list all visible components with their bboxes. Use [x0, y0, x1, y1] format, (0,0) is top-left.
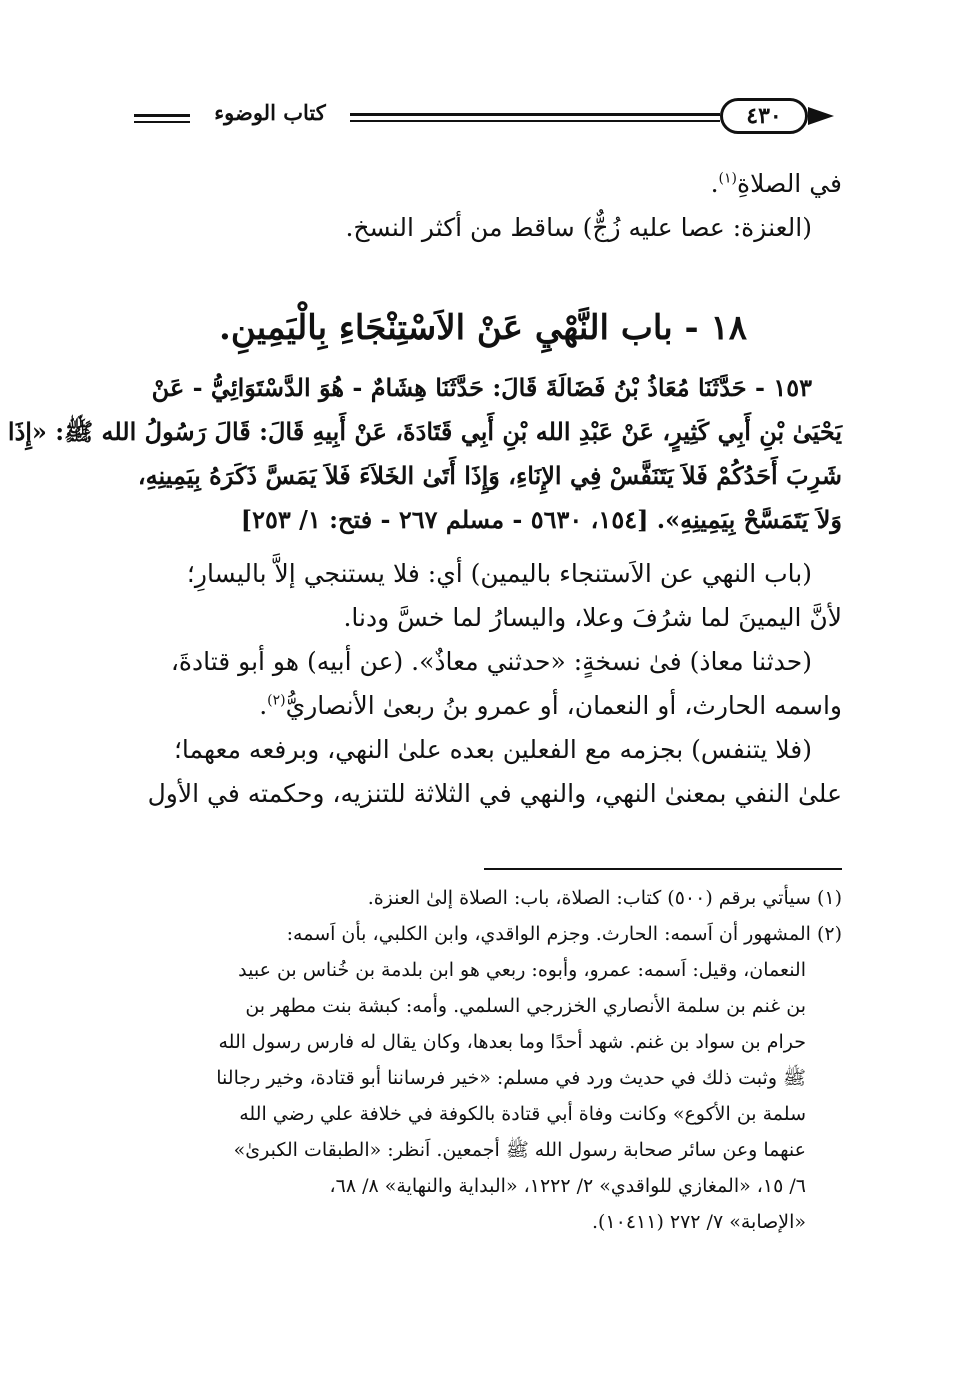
page-number: ٤٣٠ — [720, 98, 808, 134]
footnote-2-line: سلمة بن الأكوع» وكانت وفاة أبي قتادة بالكوفة في خلافة علي رضي الله — [239, 1103, 806, 1125]
footnote-ref-2[interactable]: (٢) — [267, 692, 286, 709]
commentary-line: (حدثنا معاذ) فىٰ نسخةٍ: «حدثني معاذٌ». (عن أبيه) هو أبو قتادةَ، — [170, 647, 812, 676]
intro-text — [124, 162, 842, 250]
footnote-2-line: «الإصابة» ٧/ ٢٧٢ (١٠٤١١). — [591, 1211, 806, 1233]
footnote-ref-1[interactable]: (١) — [718, 170, 737, 187]
footnote-2-line: النعمان، وقيل: اَسمه: عمرو، وأبوه: ربعي هو ابن بلدمة بن خُناس بن عبيد — [238, 959, 806, 981]
running-header — [128, 92, 840, 142]
commentary-line: (باب النهي عن الاَستنجاء باليمين) أي: فلا يستنجي إلاَّ باليسارِ؛ — [186, 559, 812, 588]
intro-line-2: (العنزة: عصا عليه زُجٌّ) ساقط من أكثر النسخ. — [345, 213, 812, 242]
header-rule-left — [134, 114, 190, 117]
header-rule-middle — [350, 113, 720, 116]
footnote-2-line: عنهما وعن سائر صحابة رسول الله ﷺ أجمعين. اَنظر: «الطبقات الكبرىٰ» — [233, 1139, 806, 1161]
footnote-2-line: بن غنم بن سلمة الأنصاري الخزرجي السلمي. وأمه: كبشة بنت مطهر بن — [245, 995, 806, 1017]
commentary — [124, 552, 842, 816]
commentary-line: لأنَّ اليمينَ لما شرُفَ وعلا، واليسارُ لما خسَّ ودنا. — [343, 603, 842, 632]
footnote-2-line: حرام بن سواد بن غنم. شهد أحدًا وما بعدها، وكان يقال له فارس رسول الله — [218, 1031, 806, 1053]
chapter-title: ١٨ - باب النَّهْيِ عَنْ الاَسْتِنْجَاءِ بِالْيَمِينِ. — [219, 308, 747, 348]
book-title: كتاب الوضوء — [214, 100, 326, 125]
footnote-1: (١) سيأتي برقم (٥٠٠) كتاب: الصلاة، باب: الصلاة إلىٰ العنزة. — [367, 887, 842, 909]
footnote-2-line: ٦/ ١٥، «المغازي للواقدي» ٢/ ١٢٢٢، «البداية والنهاية» ٨/ ٦٨، — [329, 1175, 806, 1197]
hadith-line: وَلاَ يَتَمَسَّحْ بِيَمِينِهِ». [١٥٤، ٥٦٣٠ - مسلم ٢٦٧ - فتح: ١/ ٢٥٣] — [240, 505, 842, 534]
commentary-line: علىٰ النفي بمعنىٰ النهي، والنهي في الثلاثة للتنزيه، وحكمته في الأول — [147, 779, 842, 808]
hadith-text — [7, 366, 842, 542]
hadith-line: شَرِبَ أَحَدُكُمْ فَلاَ يَتَنَفَّسْ فِي الإِنَاءِ، وَإِذَا أَتَىٰ الخَلاَءَ فَلاَ يَمَسَّ ذَكَرَهُ بِيَمِينِهِ، — [137, 461, 842, 490]
header-rule-left-thin — [134, 121, 190, 123]
hadith-line: ١٥٣ - حَدَّثَنَا مُعَاذُ بْنُ فَضَالَةَ قَالَ: حَدَّثَنَا هِشَامٌ - هُوَ الدَّسْتَوَائِيُّ - عَنْ — [151, 373, 812, 402]
commentary-line: واسمه الحارث، أو النعمان، أو عمرو بنُ ربعىٰ الأنصاريُّ$^{(٢)}$. — [259, 691, 842, 720]
footnote-2-line: (٢) المشهور أن اَسمه: الحارث. وجزم الواقدي، وابن الكلبي، بأن اَسمه: — [286, 923, 842, 945]
commentary-line: (فلا يتنفس) بجزمه مع الفعلين بعده علىٰ النهي، وبرفعه معهما؛ — [173, 735, 812, 764]
intro-line-1: في الصلاةِ$^{(١)}$. — [710, 169, 842, 198]
footnote-separator — [484, 868, 842, 870]
hadith-line: يَحْيَىٰ بْنِ أَبِي كَثِيرٍ، عَنْ عَبْدِ الله بْنِ أَبِي قَتَادَةَ، عَنْ أَبِيهِ قَالَ: قَالَ رَسُولُ الله ﷺ: «إِذَا — [7, 417, 842, 446]
arrow-ornament-icon — [808, 107, 834, 125]
footnote-2-line: ﷺ وثبت ذلك في حديث ورد في مسلم: «خير فرساننا أبو قتادة، وخير رجالنا — [216, 1067, 806, 1089]
header-rule-middle-thin — [350, 120, 720, 122]
footnotes — [124, 880, 842, 1240]
